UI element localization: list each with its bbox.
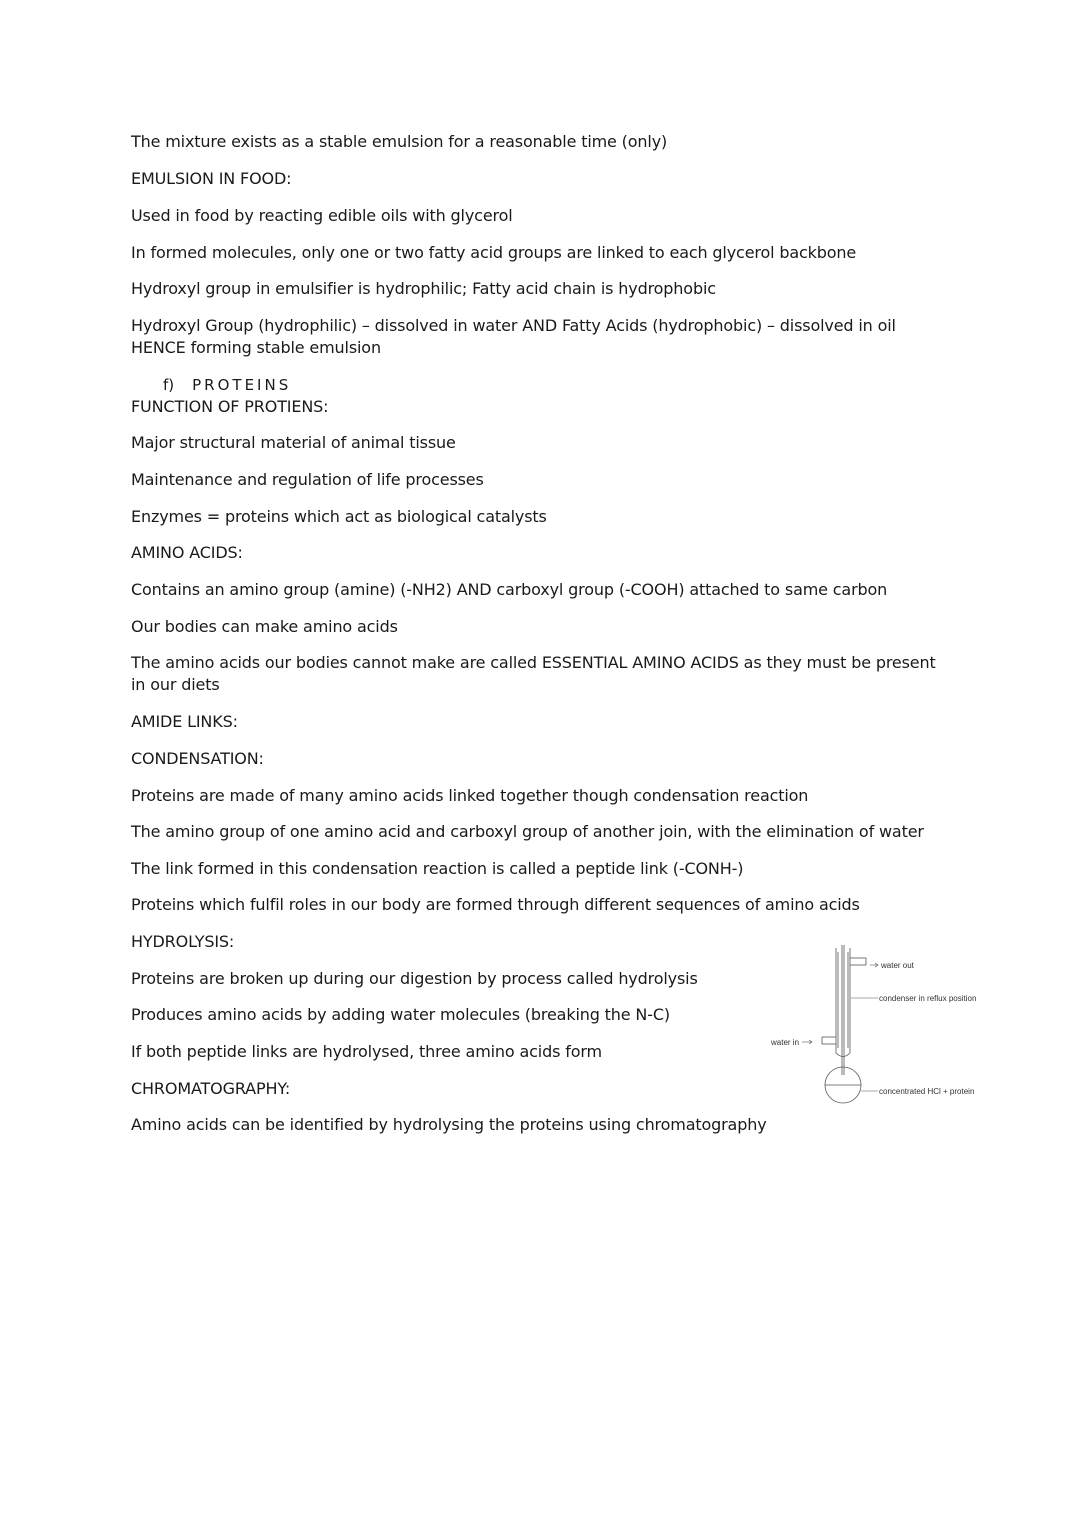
heading-hydrolysis: HYDROLYSIS: xyxy=(131,932,235,951)
text-line: Contains an amino group (amine) (-NH2) AND carboxyl group (-COOH) attached to same carbon xyxy=(131,580,888,599)
reflux-apparatus-diagram xyxy=(760,940,1000,1110)
heading-emulsion-in-food: EMULSION IN FOOD: xyxy=(131,169,292,188)
text-line: The amino acids our bodies cannot make are called ESSENTIAL AMINO ACIDS as they must be present in our diets xyxy=(131,653,936,694)
label-water-out: water out xyxy=(881,961,914,970)
text-line: In formed molecules, only one or two fatty acid groups are linked to each glycerol backbone xyxy=(131,243,857,262)
label-condenser: condenser in reflux position xyxy=(879,994,977,1003)
text-line: Hydroxyl group in emulsifier is hydrophilic; Fatty acid chain is hydrophobic xyxy=(131,279,716,298)
text-line: Amino acids can be identified by hydrolysing the proteins using chromatography xyxy=(131,1115,767,1134)
text-line: Proteins are made of many amino acids linked together though condensation reaction xyxy=(131,786,809,805)
text-line: Proteins are broken up during our digestion by process called hydrolysis xyxy=(131,969,698,988)
label-flask-contents: concentrated HCl + protein xyxy=(879,1087,975,1096)
label-water-in: water in xyxy=(771,1038,800,1047)
text-line: Our bodies can make amino acids xyxy=(131,617,398,636)
heading-amide-links: AMIDE LINKS: xyxy=(131,712,238,731)
text-line: Major structural material of animal tissue xyxy=(131,433,456,452)
condenser-outer-tube xyxy=(836,945,850,1075)
text-line: If both peptide links are hydrolysed, three amino acids form xyxy=(131,1042,602,1061)
round-bottom-flask xyxy=(825,1067,861,1103)
text-line: The link formed in this condensation reaction is called a peptide link (-CONH-) xyxy=(131,859,744,878)
text-line: Proteins which fulfil roles in our body are formed through different sequences of amino acids xyxy=(131,895,860,914)
text-line: The amino group of one amino acid and carboxyl group of another join, with the elimination of water xyxy=(131,822,924,841)
heading-function-of-proteins: FUNCTION OF PROTIENS: xyxy=(131,397,329,416)
text-line: Enzymes = proteins which act as biological catalysts xyxy=(131,507,547,526)
text-line: The mixture exists as a stable emulsion for a reasonable time (only) xyxy=(131,132,668,151)
water-out-pipe xyxy=(850,958,866,965)
heading-chromatography: CHROMATOGRAPHY: xyxy=(131,1079,291,1098)
text-line: Used in food by reacting edible oils with glycerol xyxy=(131,206,513,225)
text-line: Produces amino acids by adding water molecules (breaking the N-C) xyxy=(131,1005,670,1024)
section-number: f) xyxy=(163,376,175,394)
text-line: Hydroxyl Group (hydrophilic) – dissolved in water AND Fatty Acids (hydrophobic) – dissolved in oil HENCE forming stable emulsion xyxy=(131,316,896,357)
text-line: Maintenance and regulation of life processes xyxy=(131,470,484,489)
label-leaders xyxy=(802,963,878,1091)
section-heading-proteins xyxy=(163,375,291,395)
section-title: PROTEINS xyxy=(192,376,292,394)
heading-amino-acids: AMINO ACIDS: xyxy=(131,543,243,562)
heading-condensation: CONDENSATION: xyxy=(131,749,264,768)
water-in-pipe xyxy=(822,1037,836,1044)
